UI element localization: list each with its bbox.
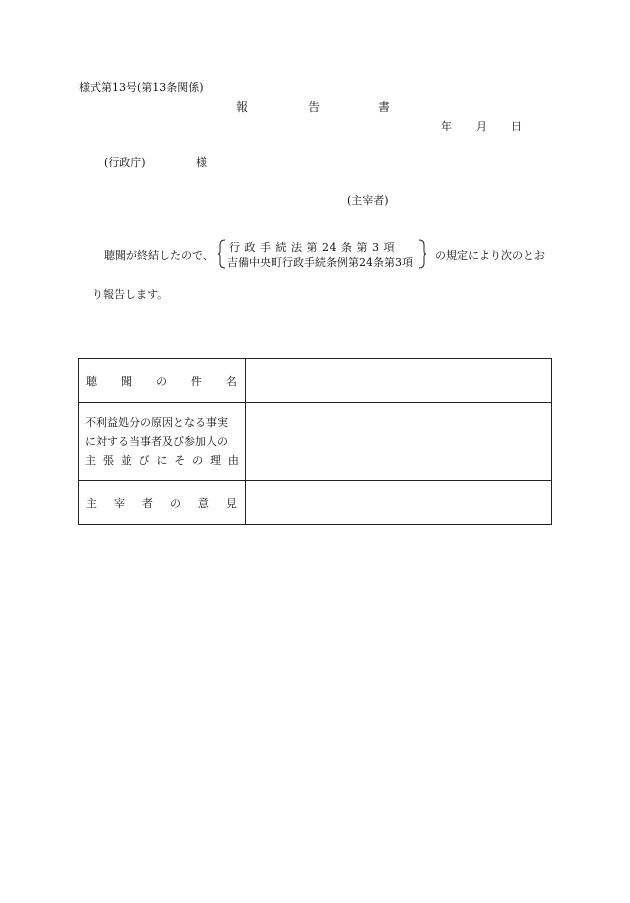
- label-char: 名: [225, 374, 237, 388]
- label-char: 宰: [113, 496, 125, 510]
- label-line: に対する当事者及び参加人の: [85, 435, 228, 448]
- title-char: 書: [378, 100, 391, 114]
- date-day-label: 日: [511, 120, 522, 133]
- table-row: [79, 481, 552, 525]
- addressee-agency: (行政庁): [104, 156, 146, 169]
- label-char: 由: [227, 454, 239, 467]
- label-char: び: [138, 454, 150, 467]
- report-table: [78, 358, 552, 525]
- table-row: [79, 403, 552, 481]
- facts-and-claims-label: [79, 403, 246, 481]
- label-char: 聞: [120, 374, 132, 388]
- table-row: [79, 359, 552, 403]
- law-option-national: 行 政 手 続 法 第 24 条 第 3 項: [229, 241, 395, 254]
- label-char: 張: [102, 454, 114, 467]
- date-year-label: 年: [441, 120, 452, 133]
- label-char: 並: [120, 454, 132, 467]
- label-char: の: [169, 496, 181, 510]
- hearing-subject-label: [79, 359, 246, 403]
- label-char: の: [192, 454, 204, 467]
- label-char: 理: [210, 454, 222, 467]
- date-month-label: 月: [476, 120, 487, 133]
- addressee-honorific: 様: [196, 156, 207, 169]
- label-char: そ: [174, 454, 186, 467]
- label-char: 者: [141, 496, 153, 510]
- label-char: 聴: [86, 374, 97, 388]
- hearing-subject-value[interactable]: [245, 359, 551, 403]
- label-char: 主: [86, 496, 97, 510]
- label-char: 見: [225, 496, 237, 510]
- title-char: 報: [236, 100, 249, 114]
- presider-opinion-value[interactable]: [245, 481, 551, 525]
- label-char: 件: [190, 374, 202, 388]
- label-line: 不利益処分の原因となる事実: [85, 416, 228, 429]
- form-number: 様式第13号(第13条関係): [79, 81, 204, 94]
- label-char: の: [155, 374, 167, 388]
- presider-opinion-label: [79, 481, 246, 525]
- label-char: 主: [85, 454, 96, 467]
- body-continuation-text: り報告します。: [92, 288, 169, 301]
- label-char: に: [156, 454, 168, 467]
- title-char: 告: [308, 100, 321, 114]
- presider-label: (主宰者): [347, 194, 389, 207]
- facts-and-claims-value[interactable]: [245, 403, 551, 481]
- label-line: [85, 451, 239, 470]
- body-lead-text: 聴聞が終結したので、: [104, 249, 214, 262]
- law-option-ordinance: 吉備中央町行政手続条例第24条第3項: [227, 256, 413, 269]
- body-tail-text: の規定により次のとお: [435, 249, 545, 262]
- label-char: 意: [197, 496, 209, 510]
